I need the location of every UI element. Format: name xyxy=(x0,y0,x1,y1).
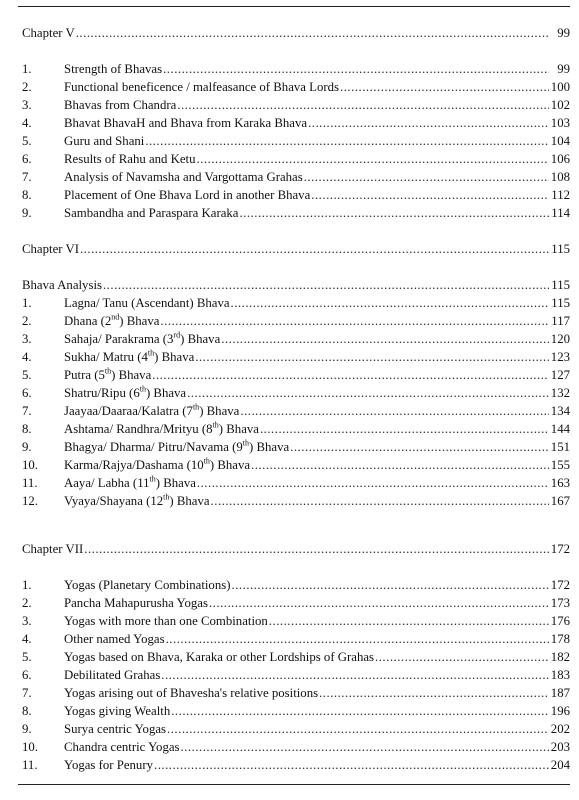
ordinal-suffix: th xyxy=(212,420,219,430)
toc-entry[interactable] xyxy=(22,702,570,720)
chapter-title: Chapter VI xyxy=(22,242,79,256)
dot-leader xyxy=(187,384,549,402)
dot-leader xyxy=(152,366,549,384)
title-text: Aaya/ Labha (11 xyxy=(64,476,150,490)
dot-leader xyxy=(240,402,549,420)
entry-title: Placement of One Bhava Lord in another Bhava xyxy=(64,188,311,202)
toc-entry[interactable] xyxy=(22,576,570,594)
entry-title xyxy=(64,474,196,492)
dot-leader xyxy=(76,24,549,42)
chapter-heading[interactable] xyxy=(22,24,570,42)
page-number: 127 xyxy=(550,368,570,382)
page-number: 108 xyxy=(550,170,570,184)
page-number: 176 xyxy=(550,614,570,628)
dot-leader xyxy=(319,684,549,702)
section-heading[interactable] xyxy=(22,276,570,294)
toc-entry[interactable] xyxy=(22,60,570,78)
entry-title xyxy=(64,420,259,438)
entry-number: 4. xyxy=(22,350,32,364)
entry-number: 9. xyxy=(22,440,32,454)
toc-entry[interactable] xyxy=(22,366,570,384)
entry-number: 2. xyxy=(22,80,32,94)
entry-title xyxy=(64,348,194,366)
entry-title: Yogas (Planetary Combinations) xyxy=(64,578,231,592)
page-number: 172 xyxy=(550,542,570,556)
dot-leader xyxy=(154,756,549,774)
dot-leader xyxy=(163,60,549,78)
page-number: 202 xyxy=(550,722,570,736)
ordinal-suffix: rd xyxy=(173,330,181,340)
entry-title: Analysis of Navamsha and Vargottama Grahas xyxy=(64,170,303,184)
toc-entry[interactable] xyxy=(22,312,570,330)
entry-number: 3. xyxy=(22,98,32,112)
toc-entry[interactable] xyxy=(22,666,570,684)
ordinal-suffix: nd xyxy=(111,312,120,322)
page-number: 115 xyxy=(551,278,570,292)
dot-leader xyxy=(211,492,549,510)
entry-title: Yogas based on Bhava, Karaka or other Lordships of Grahas xyxy=(64,650,375,664)
page-number: 112 xyxy=(551,188,570,202)
ordinal-suffix: th xyxy=(192,402,200,412)
dot-leader xyxy=(304,168,549,186)
toc-entry[interactable] xyxy=(22,330,570,348)
entry-title: Chandra centric Yogas xyxy=(64,740,180,754)
top-rule xyxy=(18,6,570,7)
entry-title: Bhavas from Chandra xyxy=(64,98,177,112)
dot-leader xyxy=(177,96,549,114)
page-number: 99 xyxy=(557,62,570,76)
entry-title xyxy=(64,330,220,348)
page-number: 103 xyxy=(550,116,570,130)
entry-number: 1. xyxy=(22,296,32,310)
toc-entry[interactable] xyxy=(22,168,570,186)
dot-leader xyxy=(84,540,549,558)
toc-entry[interactable] xyxy=(22,348,570,366)
entry-title: Guru and Shani xyxy=(64,134,145,148)
dot-leader xyxy=(103,276,549,294)
page-number: 183 xyxy=(550,668,570,682)
chapter-title: Chapter V xyxy=(22,26,75,40)
page-number: 106 xyxy=(550,152,570,166)
dot-leader xyxy=(221,330,549,348)
page-number: 155 xyxy=(550,458,570,472)
title-text: Vyaya/Shayana (12 xyxy=(64,494,164,508)
entry-title xyxy=(64,384,186,402)
entry-number: 6. xyxy=(22,386,32,400)
dot-leader xyxy=(160,312,549,330)
dot-leader xyxy=(311,186,549,204)
entry-title xyxy=(64,438,289,456)
title-text: Sukha/ Matru (4 xyxy=(64,350,148,364)
chapter-heading[interactable] xyxy=(22,540,570,558)
entry-number: 10. xyxy=(22,740,38,754)
page-number: 115 xyxy=(551,242,570,256)
entry-title xyxy=(64,402,239,420)
entry-number: 6. xyxy=(22,668,32,682)
ordinal-suffix: th xyxy=(139,384,146,394)
entry-title: Results of Rahu and Ketu xyxy=(64,152,196,166)
page-number: 187 xyxy=(550,686,570,700)
chapter-title: Chapter VII xyxy=(22,542,84,556)
dot-leader xyxy=(195,348,549,366)
ordinal-suffix: th xyxy=(242,438,249,448)
page-number: 114 xyxy=(551,206,570,220)
ordinal-suffix: th xyxy=(149,474,156,484)
toc-entry[interactable] xyxy=(22,114,570,132)
page-number: 123 xyxy=(550,350,570,364)
dot-leader xyxy=(209,594,549,612)
dot-leader xyxy=(239,204,549,222)
toc-entry[interactable] xyxy=(22,420,570,438)
toc-entry[interactable] xyxy=(22,648,570,666)
entry-title: Sambandha and Paraspara Karaka xyxy=(64,206,239,220)
entry-number: 8. xyxy=(22,704,32,718)
title-text: ) Bhava xyxy=(111,368,152,382)
dot-leader xyxy=(197,150,549,168)
entry-title xyxy=(64,312,159,330)
page-number: 102 xyxy=(550,98,570,112)
entry-title: Bhavat BhavaH and Bhava from Karaka Bhava xyxy=(64,116,308,130)
entry-number: 8. xyxy=(22,422,32,436)
entry-number: 2. xyxy=(22,314,32,328)
dot-leader xyxy=(260,420,549,438)
entry-number: 10. xyxy=(22,458,38,472)
title-text: Jaayaa/Daaraa/Kalatra (7 xyxy=(64,404,193,418)
page-number: 151 xyxy=(550,440,570,454)
toc-entry[interactable] xyxy=(22,150,570,168)
dot-leader xyxy=(197,474,549,492)
dot-leader xyxy=(269,612,549,630)
title-text: Dhana (2 xyxy=(64,314,112,328)
dot-leader xyxy=(80,240,549,258)
entry-number: 5. xyxy=(22,368,32,382)
title-text: Sahaja/ Parakrama (3 xyxy=(64,332,174,346)
toc-entry[interactable] xyxy=(22,594,570,612)
page-number: 178 xyxy=(550,632,570,646)
toc-entry[interactable] xyxy=(22,78,570,96)
toc-entry[interactable] xyxy=(22,720,570,738)
entry-number: 5. xyxy=(22,650,32,664)
dot-leader xyxy=(181,738,549,756)
entry-number: 4. xyxy=(22,632,32,646)
entry-number: 9. xyxy=(22,722,32,736)
page-number: 167 xyxy=(550,494,570,508)
toc-entry[interactable] xyxy=(22,456,570,474)
dot-leader xyxy=(251,456,549,474)
entry-number: 2. xyxy=(22,596,32,610)
page-number: 203 xyxy=(550,740,570,754)
entry-title: Yogas giving Wealth xyxy=(64,704,171,718)
entry-number: 9. xyxy=(22,206,32,220)
entry-title: Pancha Mahapurusha Yogas xyxy=(64,596,208,610)
title-text: ) Bhava xyxy=(169,494,210,508)
page-number: 196 xyxy=(550,704,570,718)
dot-leader xyxy=(161,666,549,684)
dot-leader xyxy=(308,114,549,132)
page-number: 99 xyxy=(557,26,570,40)
page-number: 120 xyxy=(550,332,570,346)
entry-number: 1. xyxy=(22,62,32,76)
entry-title xyxy=(64,366,151,384)
entry-title: Yogas with more than one Combination xyxy=(64,614,268,628)
title-text: Ashtama/ Randhra/Mrityu (8 xyxy=(64,422,213,436)
toc-entry[interactable] xyxy=(22,438,570,456)
title-text: ) Bhava xyxy=(249,440,290,454)
entry-number: 4. xyxy=(22,116,32,130)
dot-leader xyxy=(231,576,549,594)
page-number: 117 xyxy=(551,314,570,328)
entry-number: 11. xyxy=(22,758,38,772)
page-number: 134 xyxy=(550,404,570,418)
title-text: ) Bhava xyxy=(199,404,240,418)
page-number: 132 xyxy=(550,386,570,400)
entry-number: 1. xyxy=(22,578,32,592)
toc-entry[interactable] xyxy=(22,204,570,222)
title-text: Karma/Rajya/Dashama (10 xyxy=(64,458,204,472)
ordinal-suffix: th xyxy=(163,492,170,502)
entry-number: 6. xyxy=(22,152,32,166)
entry-title: Strength of Bhavas xyxy=(64,62,163,76)
entry-title: Other named Yogas xyxy=(64,632,165,646)
title-text: Shatru/Ripu (6 xyxy=(64,386,140,400)
entry-title: Debilitated Grahas xyxy=(64,668,161,682)
toc-entry[interactable] xyxy=(22,684,570,702)
page-number: 173 xyxy=(550,596,570,610)
chapter-heading[interactable] xyxy=(22,240,570,258)
toc-entry[interactable] xyxy=(22,384,570,402)
page-number: 204 xyxy=(550,758,570,772)
entry-number: 7. xyxy=(22,404,32,418)
section-title: Bhava Analysis xyxy=(22,278,102,292)
toc-entry[interactable] xyxy=(22,612,570,630)
title-text: ) Bhava xyxy=(145,386,187,400)
page-number: 144 xyxy=(550,422,570,436)
toc-entry[interactable] xyxy=(22,492,570,510)
entry-title: Lagna/ Tanu (Ascendant) Bhava xyxy=(64,296,230,310)
bottom-rule xyxy=(18,784,570,785)
dot-leader xyxy=(145,132,549,150)
entry-number: 7. xyxy=(22,170,32,184)
entry-title: Functional beneficence / malfeasance of Bhava Lords xyxy=(64,80,340,94)
toc-entry[interactable] xyxy=(22,474,570,492)
entry-title xyxy=(64,456,250,474)
toc-entry[interactable] xyxy=(22,96,570,114)
dot-leader xyxy=(171,702,549,720)
title-text: ) Bhava xyxy=(155,476,196,490)
entry-number: 8. xyxy=(22,188,32,202)
entry-number: 3. xyxy=(22,614,32,628)
toc-entry[interactable] xyxy=(22,630,570,648)
title-text: ) Bhava xyxy=(209,458,251,472)
page-number: 100 xyxy=(550,80,570,94)
entry-number: 11. xyxy=(22,476,38,490)
toc-entry[interactable] xyxy=(22,756,570,774)
dot-leader xyxy=(231,294,549,312)
title-text: Bhagya/ Dharma/ Pitru/Navama (9 xyxy=(64,440,243,454)
entry-title: Yogas arising out of Bhavesha's relative positions xyxy=(64,686,319,700)
entry-title: Surya centric Yogas xyxy=(64,722,167,736)
dot-leader xyxy=(166,630,549,648)
toc-entry[interactable] xyxy=(22,294,570,312)
ordinal-suffix: th xyxy=(104,366,112,376)
title-text: ) Bhava xyxy=(180,332,221,346)
entry-number: 5. xyxy=(22,134,32,148)
entry-number: 3. xyxy=(22,332,32,346)
page-number: 104 xyxy=(550,134,570,148)
title-text: ) Bhava xyxy=(119,314,160,328)
dot-leader xyxy=(167,720,549,738)
dot-leader xyxy=(340,78,549,96)
entry-number: 7. xyxy=(22,686,32,700)
toc-entry[interactable] xyxy=(22,186,570,204)
toc-entry[interactable] xyxy=(22,402,570,420)
page-number: 163 xyxy=(550,476,570,490)
page-number: 115 xyxy=(551,296,570,310)
title-text: Putra (5 xyxy=(64,368,105,382)
page-number: 172 xyxy=(550,578,570,592)
page-number: 182 xyxy=(550,650,570,664)
title-text: ) Bhava xyxy=(154,350,195,364)
dot-leader xyxy=(290,438,549,456)
title-text: ) Bhava xyxy=(218,422,259,436)
entry-number: 12. xyxy=(22,494,38,508)
entry-title: Yogas for Penury xyxy=(64,758,153,772)
dot-leader xyxy=(375,648,549,666)
ordinal-suffix: th xyxy=(203,456,210,466)
entry-title xyxy=(64,492,210,510)
toc-entry[interactable] xyxy=(22,738,570,756)
ordinal-suffix: th xyxy=(147,348,155,358)
toc-entry[interactable] xyxy=(22,132,570,150)
